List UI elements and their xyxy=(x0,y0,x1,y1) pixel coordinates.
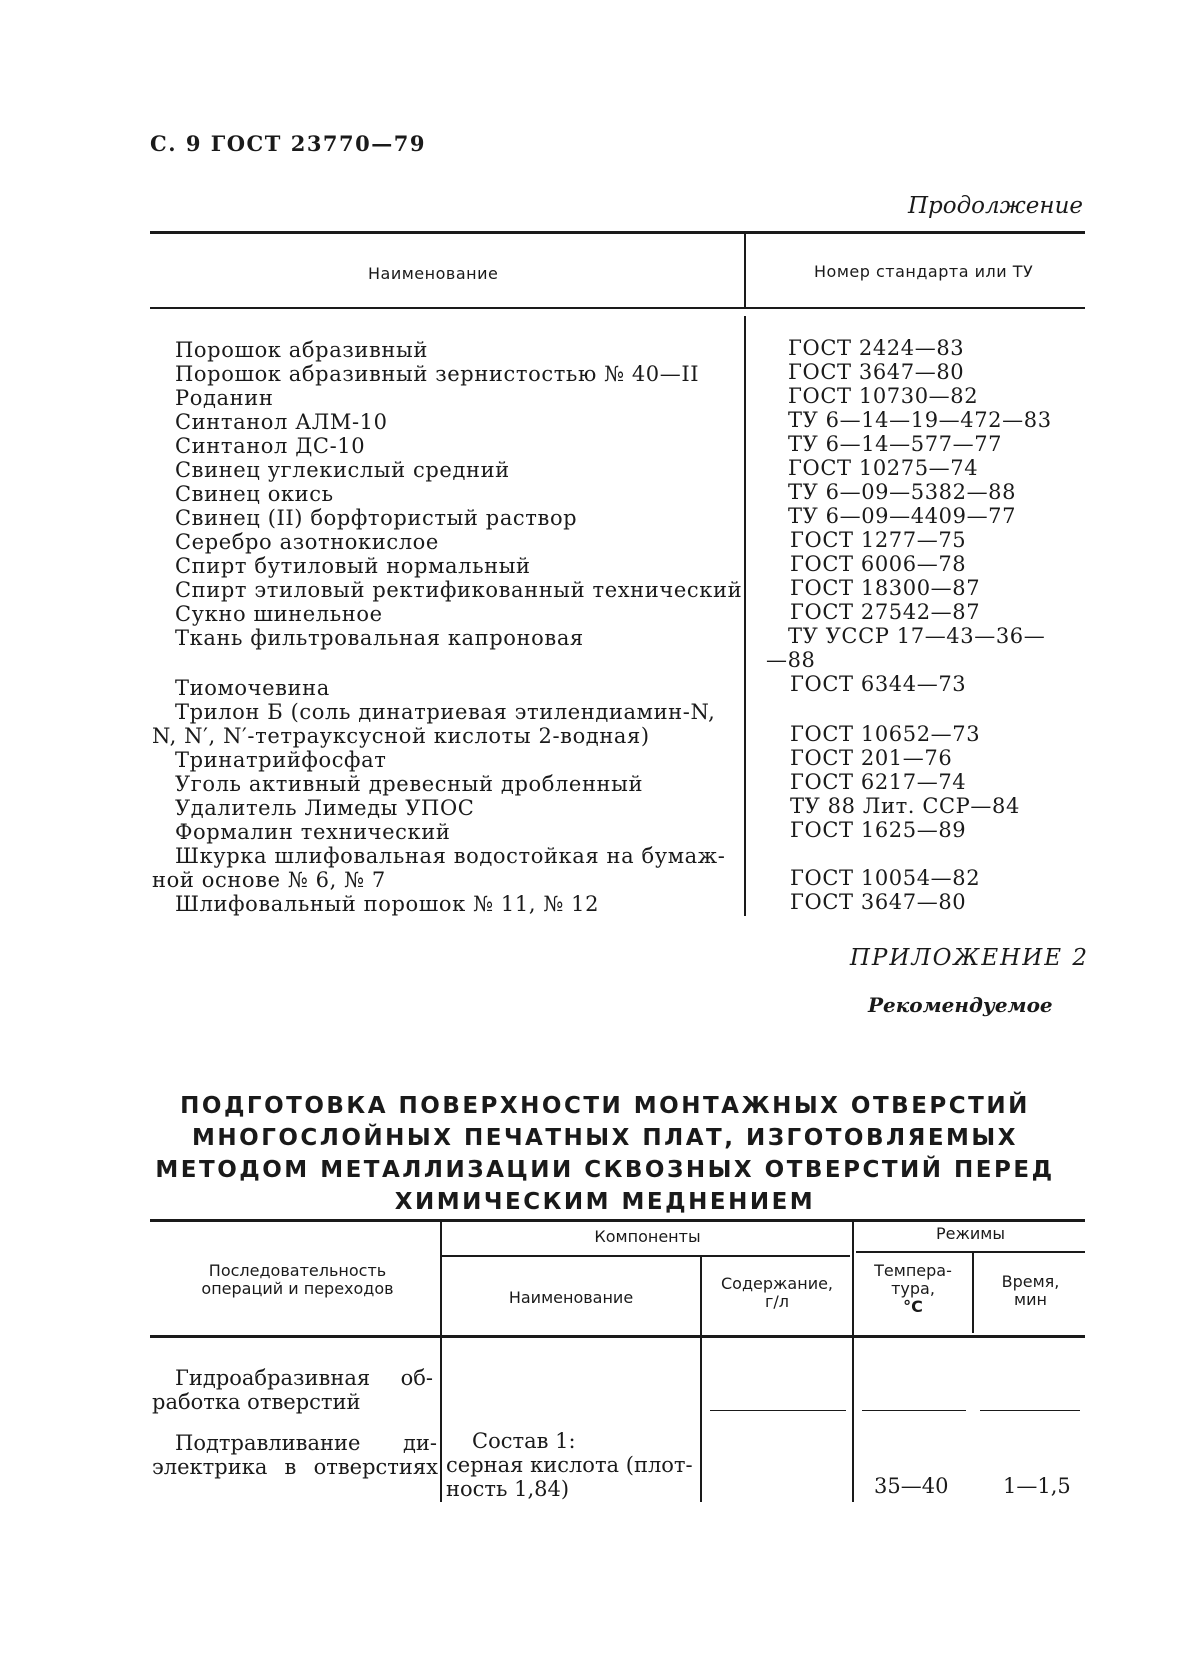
table2-header-time-line2: мин xyxy=(1014,1290,1047,1309)
recommended-label: Рекомендуемое xyxy=(868,993,1053,1017)
table-row-name: Серебро азотнокислое xyxy=(175,530,439,554)
table2-header-temp-line2: тура, xyxy=(891,1279,935,1298)
table1-column-divider xyxy=(744,231,746,307)
table2-row2-op-line2 xyxy=(152,1455,438,1479)
table-row-standard: ГОСТ 1625—89 xyxy=(790,818,967,842)
table2-header-modes: Режимы xyxy=(935,1224,1005,1243)
table-row-name: Синтанол АЛМ-10 xyxy=(175,410,388,434)
table2-header-content-line1: Содержание, xyxy=(720,1274,834,1293)
table1-col-standard: Номер стандарта или ТУ xyxy=(814,262,1034,281)
table-row-standard: ТУ УССР 17—43—36— xyxy=(788,624,1046,648)
table-row-name: Шкурка шлифовальная водостойкая на бумаж- xyxy=(175,844,726,868)
table-row-name: Роданин xyxy=(175,386,274,410)
table2-header-sequence-line2: операций и переходов xyxy=(201,1279,394,1298)
table2-row2-op-line1 xyxy=(175,1431,437,1455)
table2-row2-name-line1: Состав 1: xyxy=(472,1429,576,1453)
table2-row1-op-line2: работка отверстий xyxy=(152,1390,361,1414)
table2-row1-rule-b xyxy=(862,1410,966,1411)
table2-header-sequence-line1: Последовательность xyxy=(208,1261,387,1280)
section-title: ПОДГОТОВКА ПОВЕРХНОСТИ МОНТАЖНЫХ ОТВЕРСТИЙ МНОГОСЛОЙНЫХ ПЕЧАТНЫХ ПЛАТ, ИЗГОТОВЛЯЕМЫХ МЕТОДОМ МЕТАЛЛИЗАЦИИ СКВОЗНЫХ ОТВЕРСТИЙ ПЕРЕД ХИМИЧЕСКИМ МЕДНЕНИЕМ xyxy=(155,1093,1055,1215)
table2-header-time-line1: Время, xyxy=(1001,1272,1060,1291)
table-row-standard: ГОСТ 3647—80 xyxy=(790,890,967,914)
table-row-standard: ТУ 88 Лит. ССР—84 xyxy=(790,794,1020,818)
table-row-name: Синтанол ДС-10 xyxy=(175,434,366,458)
table-row-name: Спирт этиловый ректификованный технический xyxy=(175,578,743,602)
table2-header-time xyxy=(976,1273,1085,1309)
table-row-standard: ГОСТ 10275—74 xyxy=(788,456,979,480)
table2-col-divider-4 xyxy=(972,1253,974,1333)
table2-header-temp-line1: Темпера- xyxy=(874,1261,952,1280)
table-row-name: Формалин технический xyxy=(175,820,451,844)
table-row-name: Спирт бутиловый нормальный xyxy=(175,554,531,578)
table-row-standard: ГОСТ 10730—82 xyxy=(788,384,979,408)
table2-header-sequence xyxy=(160,1262,435,1298)
table2-col-divider-1 xyxy=(440,1222,442,1502)
table2-header-temperature xyxy=(856,1262,970,1316)
table1-top-rule xyxy=(150,231,1085,234)
table-row-name: Тиомочевина xyxy=(175,676,330,700)
table-row-standard: ГОСТ 18300—87 xyxy=(790,576,981,600)
table-row-name: Свинец окись xyxy=(175,482,334,506)
table2-row2-op-text2: электрика в отверстиях xyxy=(152,1455,438,1479)
table-row-name: Тринатрийфосфат xyxy=(175,748,387,772)
table2-row1-rule-a xyxy=(710,1410,846,1411)
table-row-name-cont: N, N′, N′-тетрауксусной кислоты 2-водная) xyxy=(152,724,650,748)
appendix-label: ПРИЛОЖЕНИЕ 2 xyxy=(849,945,1089,971)
table2-header-content-line2: г/л xyxy=(764,1292,790,1311)
table-row-standard: ТУ 6—09—4409—77 xyxy=(788,504,1017,528)
page-header: С. 9 ГОСТ 23770—79 xyxy=(150,131,426,156)
table2-top-rule xyxy=(150,1219,1085,1222)
table-row-standard: ГОСТ 6344—73 xyxy=(790,672,967,696)
table2-col-divider-2 xyxy=(700,1257,702,1502)
table-row-standard: ГОСТ 201—76 xyxy=(790,746,953,770)
table-row-standard: ТУ 6—14—577—77 xyxy=(788,432,1003,456)
table-row-name: Ткань фильтровальная капроновая xyxy=(175,626,584,650)
table1-col-name: Наименование xyxy=(368,264,499,283)
table-row-standard: ТУ 6—09—5382—88 xyxy=(788,480,1017,504)
table2-header-name: Наименование xyxy=(508,1288,634,1307)
table2-header-rule xyxy=(150,1335,1085,1338)
table2-header-temp-line3: °С xyxy=(903,1297,923,1316)
table2-row2-name-line3: ность 1,84) xyxy=(446,1477,570,1501)
table2-header-components: Компоненты xyxy=(594,1227,701,1246)
table-row-standard: ГОСТ 10652—73 xyxy=(790,722,981,746)
table-row-standard: ГОСТ 27542—87 xyxy=(790,600,981,624)
table-row-standard: ГОСТ 3647—80 xyxy=(788,360,965,384)
table-row-name: Шлифовальный порошок № 11, № 12 xyxy=(175,892,600,916)
table-row-name: Порошок абразивный зернистостью № 40—II xyxy=(175,362,700,386)
continuation-label: Продолжение xyxy=(907,193,1083,219)
table2-components-rule xyxy=(442,1255,850,1257)
table-row-name: Свинец (II) борфтористый раствор xyxy=(175,506,578,530)
table2-modes-rule xyxy=(856,1251,1085,1253)
table2-row1-rule-c xyxy=(980,1410,1080,1411)
table-row-name: Удалитель Лимеды УПОС xyxy=(175,796,475,820)
table-row-standard: ГОСТ 1277—75 xyxy=(790,528,967,552)
table2-col-divider-3 xyxy=(852,1222,854,1502)
table2-row1-op-text: Гидроабразивная об- xyxy=(175,1366,433,1390)
table-row-standard: ГОСТ 6006—78 xyxy=(790,552,967,576)
table2-row1-op-line1 xyxy=(175,1366,433,1390)
table-row-name: Трилон Б (соль динатриевая этилендиамин-N, xyxy=(175,700,716,724)
table1-column-divider-body xyxy=(744,316,746,916)
table-row-name: Свинец углекислый средний xyxy=(175,458,510,482)
table-row-standard: ГОСТ 10054—82 xyxy=(790,866,981,890)
table-row-standard-cont: —88 xyxy=(766,648,816,672)
table2-row2-op-text: Подтравливание ди- xyxy=(175,1431,437,1455)
table2-row2-temperature: 35—40 xyxy=(874,1474,949,1498)
table-row-standard: ГОСТ 2424—83 xyxy=(788,336,965,360)
table-row-standard: ТУ 6—14—19—472—83 xyxy=(788,408,1052,432)
table-row-standard: ГОСТ 6217—74 xyxy=(790,770,967,794)
table-row-name: Уголь активный древесный дробленный xyxy=(175,772,644,796)
table2-row2-name-line2: серная кислота (плот- xyxy=(446,1453,693,1477)
table2-row2-time: 1—1,5 xyxy=(1003,1474,1071,1498)
table1-header-rule xyxy=(150,307,1085,309)
table-row-name: Сукно шинельное xyxy=(175,602,383,626)
table-row-name: Порошок абразивный xyxy=(175,338,428,362)
table2-header-content xyxy=(704,1275,850,1311)
table-row-name-cont: ной основе № 6, № 7 xyxy=(152,868,386,892)
